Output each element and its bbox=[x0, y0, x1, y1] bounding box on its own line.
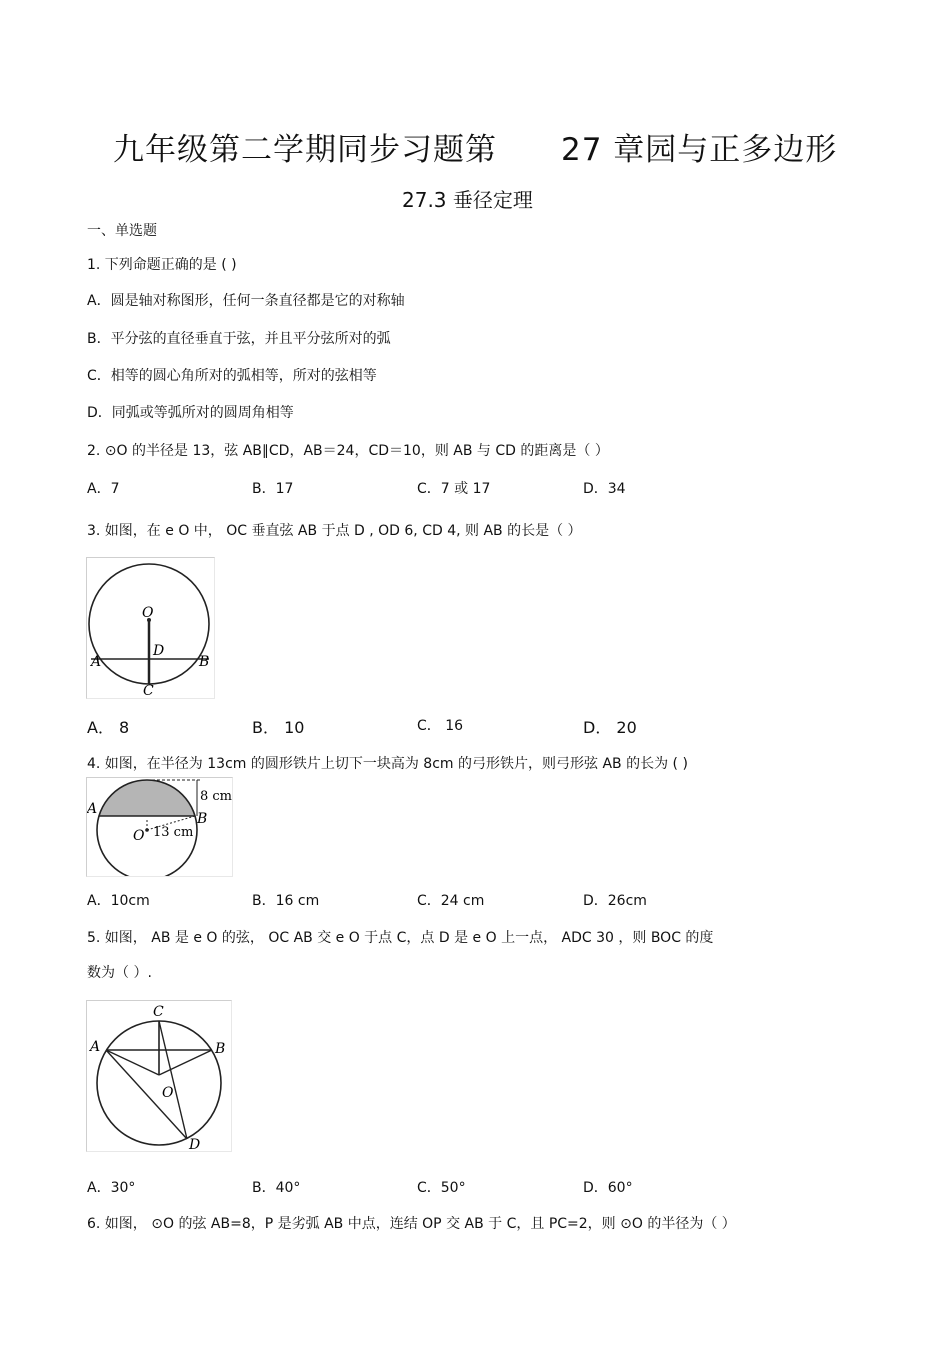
q5-option-d: D．60° bbox=[583, 1180, 633, 1196]
q5-label-a: A bbox=[90, 1039, 101, 1055]
q2-option-d: D．34 bbox=[583, 481, 626, 497]
q4-label-height: 8 cm bbox=[200, 789, 232, 804]
q3-option-b: B． 10 bbox=[252, 718, 305, 737]
q5-option-b: B．40° bbox=[252, 1180, 301, 1196]
q4-option-b: B．16 cm bbox=[252, 893, 320, 909]
q3-stem: 3. 如图，在 e O 中， OC 垂直弦 AB 于点 D , OD 6, CD 4, 则 AB 的长是（ ） bbox=[87, 523, 582, 539]
q4-stem: 4. 如图，在半径为 13cm 的圆形铁片上切下一块高为 8cm 的弓形铁片，则弓形弦 AB 的长为 ( ) bbox=[87, 756, 688, 772]
q2-option-c: C．7 或 17 bbox=[417, 481, 491, 497]
q4-label-a: A bbox=[87, 801, 98, 817]
q1-option-c: C．相等的圆心角所对的弧相等，所对的弦相等 bbox=[87, 368, 377, 384]
q1-option-d: D．同弧或等弧所对的圆周角相等 bbox=[87, 405, 294, 421]
q5-label-d: D bbox=[189, 1137, 201, 1151]
q1-option-b: B．平分弦的直径垂直于弦，并且平分弦所对的弧 bbox=[87, 331, 391, 347]
q5-option-a: A．30° bbox=[87, 1180, 136, 1196]
section-heading: 一、单选题 bbox=[87, 223, 157, 239]
q3-label-o: O bbox=[142, 605, 154, 621]
section-subtitle: 27.3 垂径定理 bbox=[402, 188, 533, 212]
q6-stem: 6. 如图， ⊙O 的弦 AB=8，P 是劣弧 AB 中点，连结 OP 交 AB 于 C，且 PC=2，则 ⊙O 的半径为（ ） bbox=[87, 1216, 736, 1232]
q3-option-a: A． 8 bbox=[87, 718, 130, 737]
q4-option-d: D．26cm bbox=[583, 893, 647, 909]
q3-circle-diagram bbox=[87, 558, 214, 698]
q3-label-a: A bbox=[91, 654, 102, 670]
q5-circle-diagram bbox=[87, 1001, 231, 1151]
q4-option-a: A．10cm bbox=[87, 893, 150, 909]
q4-figure bbox=[86, 777, 233, 877]
q4-label-o: O bbox=[133, 828, 145, 844]
q5-label-b: B bbox=[215, 1041, 226, 1057]
q5-stem-continued: 数为（ ）. bbox=[87, 965, 152, 981]
q4-label-radius: 13 cm bbox=[153, 825, 194, 840]
q3-label-c: C bbox=[143, 683, 154, 698]
q2-stem: 2. ⊙O 的半径是 13，弦 AB∥CD，AB＝24，CD＝10，则 AB 与 CD 的距离是（ ） bbox=[87, 443, 609, 459]
q3-label-d: D bbox=[153, 643, 165, 659]
q3-figure bbox=[86, 557, 215, 699]
q2-option-a: A．7 bbox=[87, 481, 120, 497]
q4-option-c: C．24 cm bbox=[417, 893, 485, 909]
q5-label-o: O bbox=[162, 1085, 174, 1101]
q4-label-b: B bbox=[197, 811, 208, 827]
q4-segment-diagram bbox=[87, 778, 232, 876]
q5-option-c: C．50° bbox=[417, 1180, 466, 1196]
q1-stem: 1. 下列命题正确的是 ( ) bbox=[87, 257, 237, 273]
q3-option-c: C． 16 bbox=[417, 718, 464, 734]
q5-figure bbox=[86, 1000, 232, 1152]
q1-option-a: A．圆是轴对称图形，任何一条直径都是它的对称轴 bbox=[87, 293, 405, 309]
q2-option-b: B．17 bbox=[252, 481, 294, 497]
page-title: 九年级第二学期同步习题第 27 章园与正多边形 bbox=[113, 132, 838, 168]
q5-stem: 5. 如图， AB 是 e O 的弦， OC AB 交 e O 于点 C，点 D 是 e O 上一点， ADC 30 ，则 BOC 的度 bbox=[87, 930, 714, 946]
q3-label-b: B bbox=[199, 654, 210, 670]
q5-label-c: C bbox=[153, 1004, 164, 1020]
q3-option-d: D． 20 bbox=[583, 718, 637, 737]
